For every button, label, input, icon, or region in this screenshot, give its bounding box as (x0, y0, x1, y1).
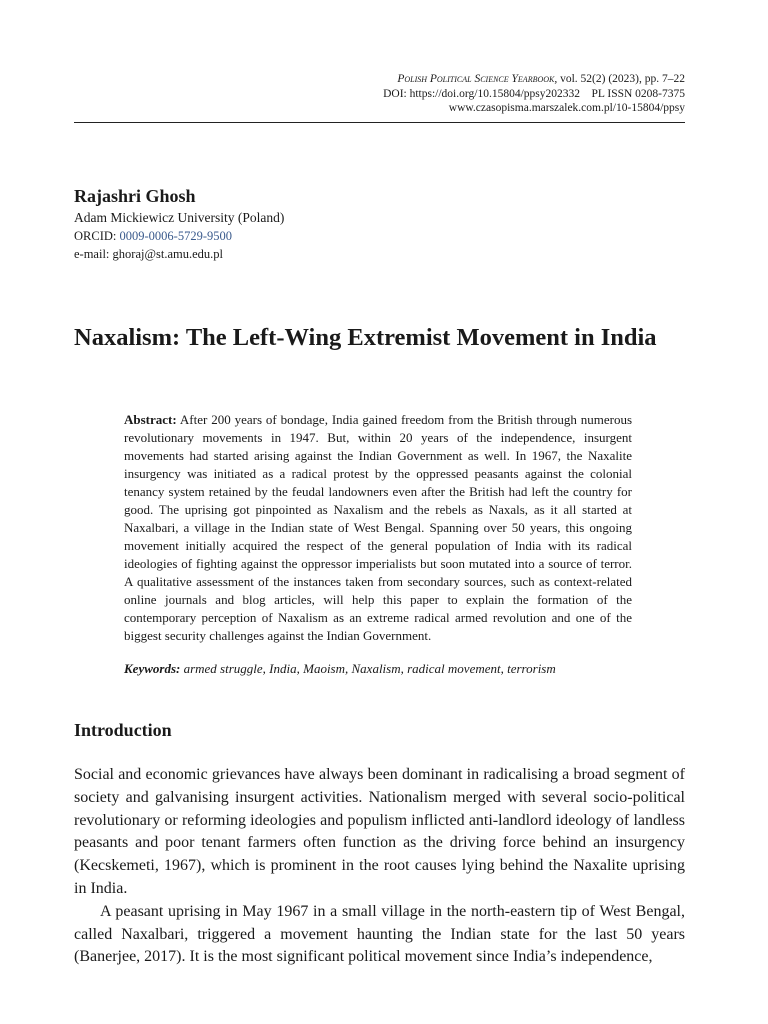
keywords (124, 660, 644, 678)
email-address[interactable]: ghoraj@st.amu.edu.pl (112, 247, 223, 261)
journal-url[interactable]: www.czasopisma.marszalek.com.pl/10-15804/ppsy (448, 102, 685, 114)
journal-pages: pp. 7–22 (644, 73, 685, 85)
doi-line (74, 87, 685, 102)
orcid-line (74, 227, 284, 245)
paper-title: Naxalism: The Left-Wing Extremist Movement in India (74, 324, 657, 351)
keywords-label: Keywords: (124, 661, 181, 676)
body-paragraph: Social and economic grievances have always been dominant in radicalising a broad segment of society and galvanising insurgent activities. Nationalism merged with several socio-political revolutionary or reforming ideologies and populism inflicted anti-landlord ideology of landless peasants and poor tenant farmers often function as the driving force behind an insurgency (Kecskemeti, 1967), which is prominent in the root causes lying behind the Naxalite uprising in India. (74, 766, 685, 897)
journal-header (74, 72, 685, 116)
orcid-link[interactable]: 0009-0006-5729-9500 (119, 229, 232, 243)
section-heading-introduction: Introduction (74, 720, 172, 740)
abstract-label: Abstract: (124, 412, 177, 427)
body-text (74, 764, 685, 969)
orcid-label: ORCID: (74, 229, 117, 243)
journal-name: Polish Political Science Yearbook, (397, 73, 558, 85)
author-affiliation: Adam Mickiewicz University (Poland) (74, 210, 285, 225)
journal-citation-line (74, 72, 685, 87)
abstract-text: After 200 years of bondage, India gained freedom from the British through numerous revolutionary movements in 1947. But, within 20 years of the independence, insurgent movements had started arising against the Indian Government as well. In 1967, the Naxalite insurgency was initiated as a radical protest by the oppressed peasants against the colonial tenancy system retained by the feudal landowners even after the British had left the country for good. The uprising got pinpointed as Naxalism and the rebels as Naxals, as it all started at Naxalbari, a village in the Indian state of West Bengal. Spanning over 50 years, this ongoing movement initially acquired the respect of the general population of India with its radical ideologies of fighting against the oppressor imperialists but soon mutated into a source of terror. A qualitative assessment of the instances taken from secondary sources, such as context-related online journals and blog articles, will help this paper to explain the formation of the contemporary perception of Naxalism as an extreme radical armed revolution and one of the biggest security challenges against the Indian Government. (124, 412, 632, 643)
header-divider (74, 122, 685, 123)
abstract (124, 411, 632, 645)
keywords-text: armed struggle, India, Maoism, Naxalism, radical movement, terrorism (183, 661, 556, 676)
email-label: e-mail: (74, 247, 110, 261)
email-line (74, 245, 284, 263)
author-block (74, 184, 284, 263)
issn: PL ISSN 0208-7375 (591, 87, 685, 100)
author-name: Rajashri Ghosh (74, 186, 196, 206)
doi-link[interactable]: DOI: https://doi.org/10.15804/ppsy202332 (383, 87, 580, 100)
journal-volume: vol. 52(2) (2023), (560, 73, 642, 85)
body-paragraph: A peasant uprising in May 1967 in a small village in the north-eastern tip of West Bengal, called Naxalbari, triggered a movement haunting the Indian state for the last 50 years (Banerjee, 2017). It is the most significant political movement since India’s independence, (74, 902, 685, 966)
